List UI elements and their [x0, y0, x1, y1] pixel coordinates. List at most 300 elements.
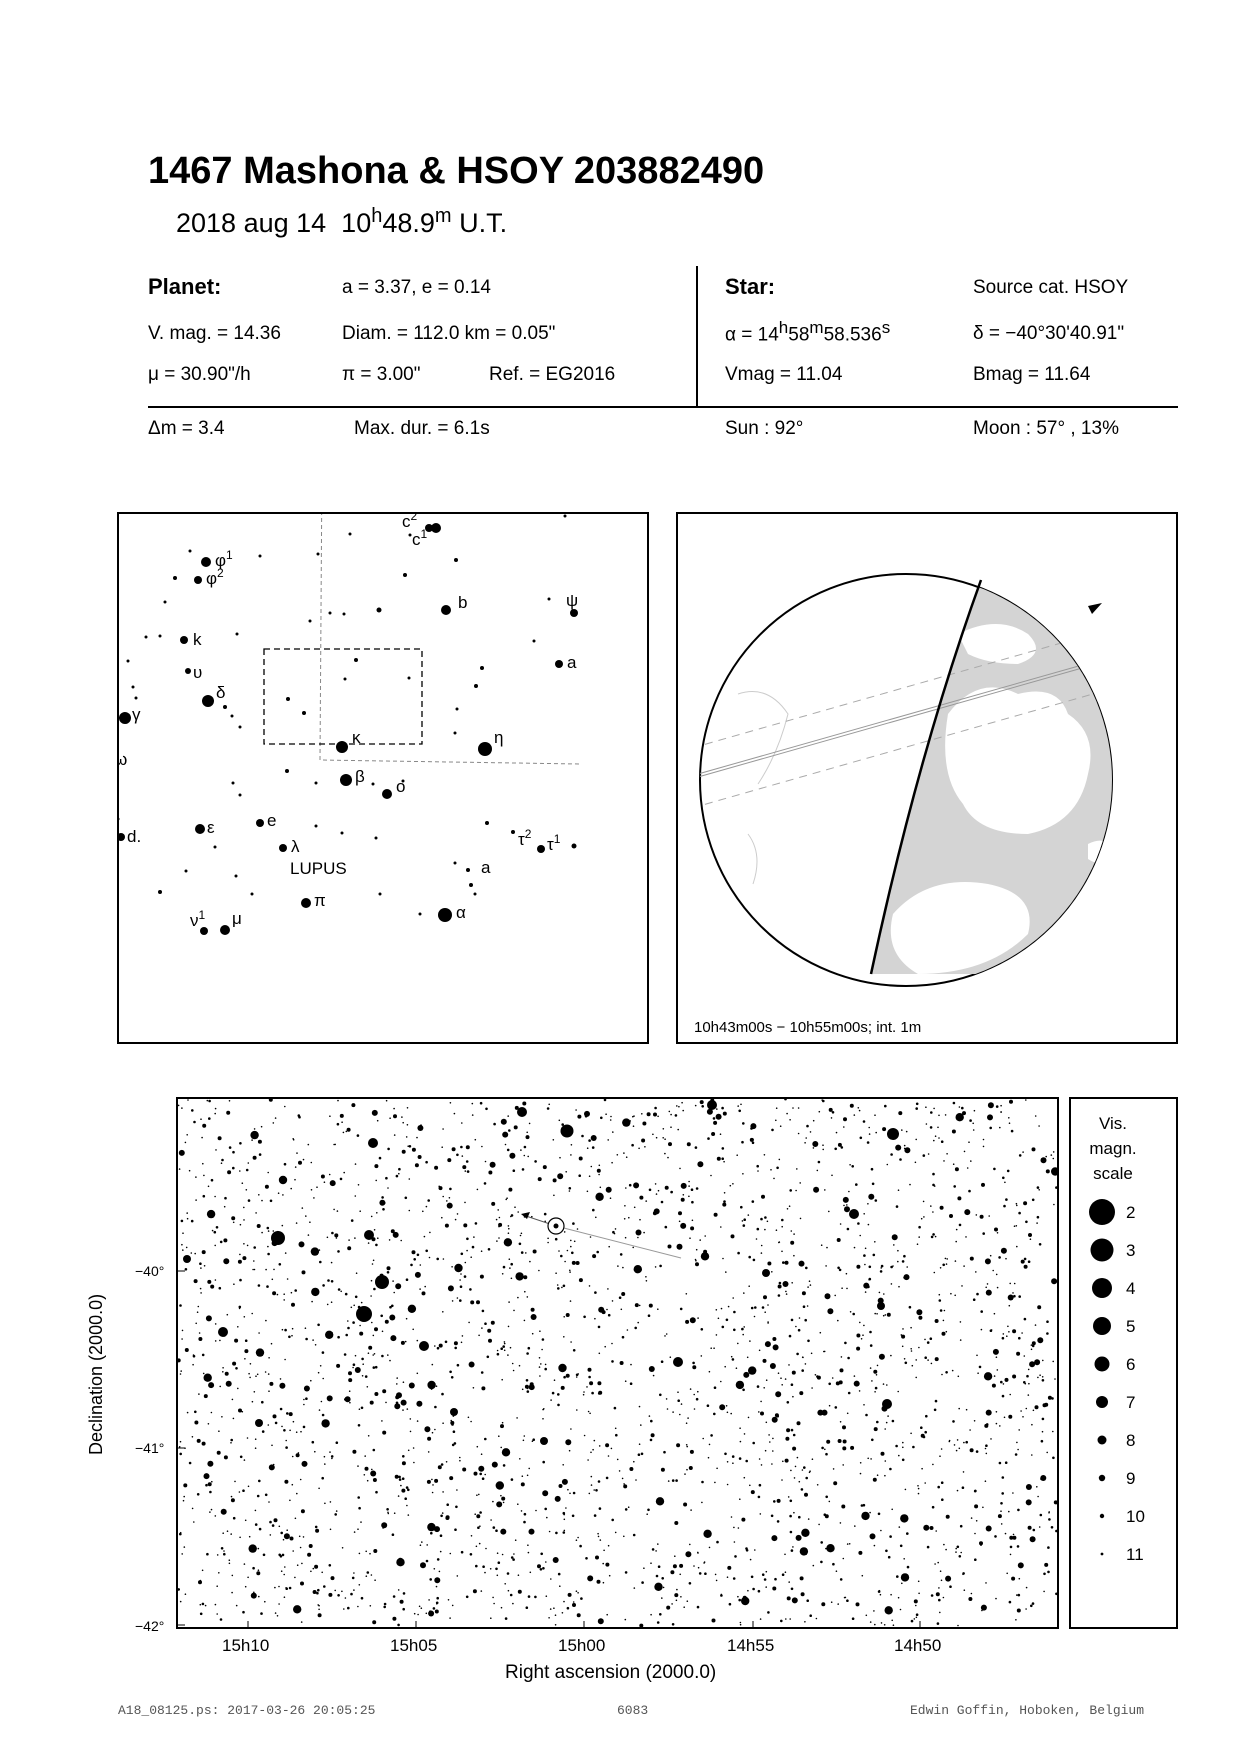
field-star: [861, 1338, 863, 1340]
field-star: [712, 1619, 716, 1623]
field-star: [510, 1594, 513, 1597]
field-star: [226, 1111, 230, 1115]
field-star: [959, 1555, 962, 1558]
field-star: [255, 1447, 257, 1449]
field-star: [996, 1105, 999, 1108]
field-star: [1025, 1221, 1028, 1224]
field-star: [202, 1570, 204, 1572]
field-star: [459, 1279, 461, 1281]
field-star: [692, 1365, 696, 1369]
field-star: [1018, 1594, 1021, 1597]
field-star: [331, 1301, 333, 1303]
field-star: [1026, 1408, 1028, 1410]
field-star: [892, 1234, 898, 1240]
field-star: [374, 1327, 378, 1331]
field-star: [1028, 1526, 1032, 1530]
field-star: [832, 1563, 835, 1566]
field-star: [449, 1371, 452, 1374]
field-star: [347, 1607, 350, 1610]
field-star: [756, 1165, 759, 1168]
field-star: [900, 1609, 902, 1611]
field-star: [826, 1544, 834, 1552]
field-star: [1038, 1125, 1040, 1127]
field-star: [208, 1423, 210, 1425]
field-star: [455, 1219, 457, 1221]
field-star: [632, 1247, 634, 1249]
field-star: [789, 1618, 791, 1620]
field-star: [398, 1173, 400, 1175]
field-star: [336, 1237, 338, 1239]
field-star: [337, 1594, 340, 1597]
field-star: [603, 1550, 605, 1552]
mag-scale-dot: [1096, 1396, 1108, 1408]
field-star: [377, 1120, 379, 1122]
field-star: [371, 1216, 373, 1218]
field-star: [859, 1390, 861, 1392]
field-star: [721, 1107, 724, 1110]
field-star: [807, 1305, 809, 1307]
field-star: [1017, 1509, 1020, 1512]
field-star: [473, 1236, 475, 1238]
field-star: [182, 1330, 184, 1332]
field-star: [665, 1226, 668, 1229]
field-star: [643, 1232, 645, 1234]
field-star: [232, 1167, 235, 1170]
field-star: [714, 1213, 718, 1217]
field-star: [867, 1458, 869, 1460]
field-star: [688, 1181, 690, 1183]
field-star: [781, 1384, 783, 1386]
field-star: [629, 1184, 632, 1187]
field-star: [1016, 1594, 1018, 1596]
field-star: [461, 1342, 463, 1344]
field-star: [194, 1279, 198, 1283]
finder-star: [377, 608, 382, 613]
field-star: [289, 1430, 291, 1432]
field-star: [863, 1213, 865, 1215]
field-star: [1051, 1154, 1053, 1156]
field-star: [387, 1354, 389, 1356]
field-star: [303, 1399, 305, 1401]
field-star: [650, 1614, 652, 1616]
field-star: [402, 1608, 405, 1611]
field-star: [183, 1483, 187, 1487]
field-star: [432, 1492, 434, 1494]
field-star: [918, 1347, 920, 1349]
field-star: [964, 1589, 966, 1591]
field-star: [766, 1571, 768, 1573]
field-star: [200, 1288, 202, 1290]
field-star: [889, 1535, 892, 1538]
field-star: [574, 1241, 576, 1243]
field-star: [424, 1426, 430, 1432]
field-star: [457, 1575, 459, 1577]
field-star: [261, 1232, 263, 1234]
field-star: [804, 1621, 806, 1623]
field-star: [383, 1606, 386, 1609]
field-star: [957, 1196, 961, 1200]
constellation-label-centaurus: [398, 514, 503, 517]
field-star: [425, 1250, 428, 1253]
field-star: [542, 1490, 548, 1496]
field-star: [409, 1178, 411, 1180]
field-star: [359, 1408, 361, 1410]
field-star: [181, 1107, 183, 1109]
bright-star: [368, 1138, 378, 1148]
field-star: [223, 1258, 229, 1264]
field-star: [941, 1140, 944, 1143]
star-designation: $\tau^2$: [518, 827, 532, 849]
field-star: [321, 1572, 323, 1574]
field-star: [976, 1214, 978, 1216]
bright-star: [271, 1231, 285, 1245]
field-star: [503, 1502, 505, 1504]
star-designation-index: 1: [553, 832, 561, 846]
field-star: [989, 1127, 992, 1130]
field-star: [757, 1385, 760, 1388]
field-star: [270, 1200, 273, 1203]
field-star: [752, 1200, 755, 1203]
field-star: [257, 1224, 261, 1228]
field-star: [940, 1309, 943, 1312]
field-star: [716, 1108, 718, 1110]
mag-scale-dot: [1089, 1199, 1115, 1225]
field-star: [250, 1131, 258, 1139]
field-star: [472, 1246, 475, 1249]
field-star: [254, 1391, 256, 1393]
field-star: [943, 1544, 945, 1546]
bright-star: [673, 1357, 683, 1367]
constellation-label-lupus: LUPUS: [290, 859, 347, 878]
field-star: [587, 1147, 589, 1149]
finder-star: [408, 677, 411, 680]
field-star: [591, 1135, 597, 1141]
star-designation: d.: [127, 827, 142, 846]
field-star: [371, 1280, 373, 1282]
field-star: [589, 1413, 591, 1415]
field-star: [374, 1164, 378, 1168]
field-star: [997, 1287, 999, 1289]
field-star: [863, 1254, 866, 1257]
field-star: [529, 1529, 535, 1535]
field-star: [434, 1406, 437, 1409]
field-star: [821, 1447, 824, 1450]
field-star: [264, 1601, 266, 1603]
field-star: [538, 1270, 540, 1272]
field-star: [676, 1105, 678, 1107]
field-star: [1012, 1329, 1016, 1333]
field-star: [353, 1305, 355, 1307]
field-star: [714, 1482, 716, 1484]
star-designation: $\varphi^2$: [206, 566, 224, 588]
field-star: [505, 1144, 507, 1146]
field-star: [331, 1262, 333, 1264]
field-star: [504, 1350, 506, 1352]
field-star: [387, 1148, 390, 1151]
field-star: [317, 1324, 320, 1327]
field-star: [941, 1580, 943, 1582]
field-star: [387, 1266, 391, 1270]
field-star: [923, 1436, 926, 1439]
field-star: [1033, 1529, 1036, 1532]
field-star: [374, 1229, 376, 1231]
field-star: [897, 1261, 899, 1263]
field-star: [688, 1185, 690, 1187]
field-star: [792, 1597, 798, 1603]
field-star: [265, 1371, 267, 1373]
field-star: [1041, 1440, 1044, 1443]
field-star: [446, 1200, 448, 1202]
field-star: [398, 1168, 401, 1171]
field-star: [863, 1325, 865, 1327]
field-star: [507, 1354, 509, 1356]
field-star: [798, 1516, 801, 1519]
field-star: [387, 1271, 390, 1274]
field-star: [734, 1555, 737, 1558]
field-star: [543, 1165, 547, 1169]
field-star: [997, 1232, 999, 1234]
field-star: [732, 1297, 734, 1299]
field-star: [986, 1410, 992, 1416]
field-star: [434, 1479, 438, 1483]
field-star: [606, 1614, 608, 1616]
ra-seconds: 58.536: [823, 324, 882, 346]
field-star: [389, 1117, 391, 1119]
field-star: [972, 1123, 974, 1125]
mag-scale-dot: [1092, 1278, 1112, 1298]
field-star: [400, 1600, 404, 1604]
field-star: [743, 1224, 746, 1227]
field-star: [736, 1367, 738, 1369]
field-star: [289, 1587, 292, 1590]
field-star: [227, 1314, 229, 1316]
field-star: [950, 1293, 952, 1295]
field-star: [313, 1590, 317, 1594]
field-star: [1017, 1609, 1021, 1613]
field-star: [233, 1418, 235, 1420]
field-star: [805, 1477, 808, 1480]
field-star: [723, 1161, 725, 1163]
finder-star: [382, 789, 392, 799]
field-star: [496, 1219, 498, 1221]
field-star: [825, 1496, 828, 1499]
finder-star: [456, 708, 459, 711]
field-star: [208, 1100, 211, 1103]
field-star: [573, 1349, 576, 1352]
field-star: [657, 1543, 659, 1545]
field-star: [528, 1347, 531, 1350]
field-star: [466, 1238, 469, 1241]
field-star: [476, 1300, 480, 1304]
field-star: [526, 1606, 529, 1609]
field-star: [990, 1438, 992, 1440]
field-star: [765, 1586, 767, 1588]
field-star: [822, 1144, 824, 1146]
field-star: [759, 1458, 761, 1460]
field-star: [810, 1131, 812, 1133]
field-star: [632, 1116, 634, 1118]
ra-h-unit: h: [778, 318, 789, 337]
field-star: [1039, 1243, 1042, 1246]
field-star: [448, 1599, 450, 1601]
field-star: [183, 1500, 185, 1502]
field-star: [406, 1278, 409, 1281]
field-star: [470, 1300, 474, 1304]
field-star: [870, 1533, 876, 1539]
field-star: [799, 1317, 801, 1319]
field-star: [353, 1589, 355, 1591]
field-star: [242, 1182, 244, 1184]
field-star: [243, 1243, 245, 1245]
field-star: [513, 1553, 515, 1555]
field-star: [803, 1466, 806, 1469]
field-star: [634, 1265, 642, 1273]
field-star: [218, 1430, 220, 1432]
field-star: [515, 1272, 523, 1280]
field-star: [686, 1446, 688, 1448]
finder-star: [302, 711, 306, 715]
field-star: [666, 1333, 668, 1335]
field-star: [258, 1140, 262, 1144]
field-star: [882, 1127, 886, 1131]
field-star: [406, 1505, 408, 1507]
field-star: [221, 1162, 223, 1164]
field-star: [418, 1155, 422, 1159]
field-star: [773, 1344, 779, 1350]
field-star: [466, 1596, 469, 1599]
field-star: [833, 1468, 835, 1470]
field-star: [743, 1326, 745, 1328]
field-star: [500, 1495, 502, 1497]
field-star: [198, 1393, 200, 1395]
field-star: [373, 1335, 375, 1337]
field-star: [1000, 1111, 1002, 1113]
field-star: [809, 1470, 811, 1472]
field-star: [763, 1359, 767, 1363]
event-datetime: [176, 205, 507, 239]
field-star: [897, 1250, 899, 1252]
planet-motion: μ = 30.90"/h: [148, 364, 251, 385]
field-star: [317, 1589, 320, 1592]
field-star: [981, 1183, 985, 1187]
field-star: [587, 1191, 589, 1193]
field-star: [291, 1335, 293, 1337]
field-star: [565, 1439, 571, 1445]
field-star: [854, 1525, 856, 1527]
field-star: [967, 1167, 969, 1169]
field-star: [1028, 1260, 1031, 1263]
field-star: [841, 1287, 843, 1289]
field-star: [858, 1107, 860, 1109]
field-star: [526, 1379, 529, 1382]
field-star: [982, 1232, 985, 1235]
field-star: [608, 1314, 611, 1317]
field-star: [548, 1104, 550, 1106]
field-star: [428, 1611, 434, 1617]
field-star: [1003, 1383, 1005, 1385]
field-star: [687, 1142, 691, 1146]
field-star: [829, 1501, 831, 1503]
field-star: [691, 1201, 694, 1204]
star-designation: λ: [291, 837, 300, 856]
field-star: [893, 1244, 895, 1246]
field-star: [208, 1382, 214, 1388]
field-star: [240, 1456, 243, 1459]
field-star: [1009, 1536, 1013, 1540]
field-star: [482, 1310, 485, 1313]
field-star: [472, 1103, 474, 1105]
field-star: [791, 1588, 794, 1591]
field-star: [303, 1536, 305, 1538]
field-star: [285, 1440, 287, 1442]
field-star: [292, 1456, 294, 1458]
field-star: [792, 1396, 794, 1398]
field-star: [390, 1335, 396, 1341]
field-star: [422, 1291, 426, 1295]
field-star: [490, 1617, 492, 1619]
field-star: [284, 1480, 288, 1484]
field-star: [401, 1116, 403, 1118]
mag-scale-dot: [1100, 1514, 1104, 1518]
field-star: [961, 1285, 963, 1287]
field-star: [834, 1148, 837, 1151]
field-star: [774, 1578, 777, 1581]
field-star: [693, 1565, 695, 1567]
field-star: [918, 1226, 921, 1229]
star-designation: a: [567, 653, 577, 672]
field-star: [492, 1597, 494, 1599]
finder-star: [202, 695, 214, 707]
field-star: [496, 1481, 504, 1489]
field-star: [789, 1515, 792, 1518]
finder-chart-panel: [117, 512, 649, 1044]
field-star: [958, 1408, 960, 1410]
field-star: [701, 1252, 709, 1260]
field-star: [681, 1198, 685, 1202]
field-star: [329, 1174, 331, 1176]
field-star: [283, 1429, 286, 1432]
field-star: [562, 1612, 564, 1614]
field-star: [511, 1278, 513, 1280]
star-designation: α: [456, 903, 466, 922]
field-star: [732, 1358, 735, 1361]
field-star: [478, 1466, 484, 1472]
field-star: [462, 1165, 466, 1169]
field-star: [373, 1260, 375, 1262]
field-star: [338, 1288, 341, 1291]
field-star: [874, 1241, 876, 1243]
field-star: [668, 1142, 672, 1146]
field-star: [658, 1565, 661, 1568]
field-star: [905, 1362, 908, 1365]
field-star: [226, 1381, 232, 1387]
field-star: [300, 1479, 302, 1481]
field-star: [224, 1206, 226, 1208]
field-star: [420, 1562, 426, 1568]
field-star: [694, 1408, 696, 1410]
field-star: [777, 1499, 781, 1503]
field-star: [233, 1222, 235, 1224]
field-star: [348, 1239, 350, 1241]
event-hours: 10: [341, 208, 372, 238]
field-star: [1031, 1454, 1033, 1456]
field-star: [899, 1526, 901, 1528]
field-star: [570, 1428, 572, 1430]
field-star: [434, 1345, 436, 1347]
field-star: [220, 1241, 223, 1244]
field-star: [952, 1420, 955, 1423]
field-star: [790, 1470, 792, 1472]
